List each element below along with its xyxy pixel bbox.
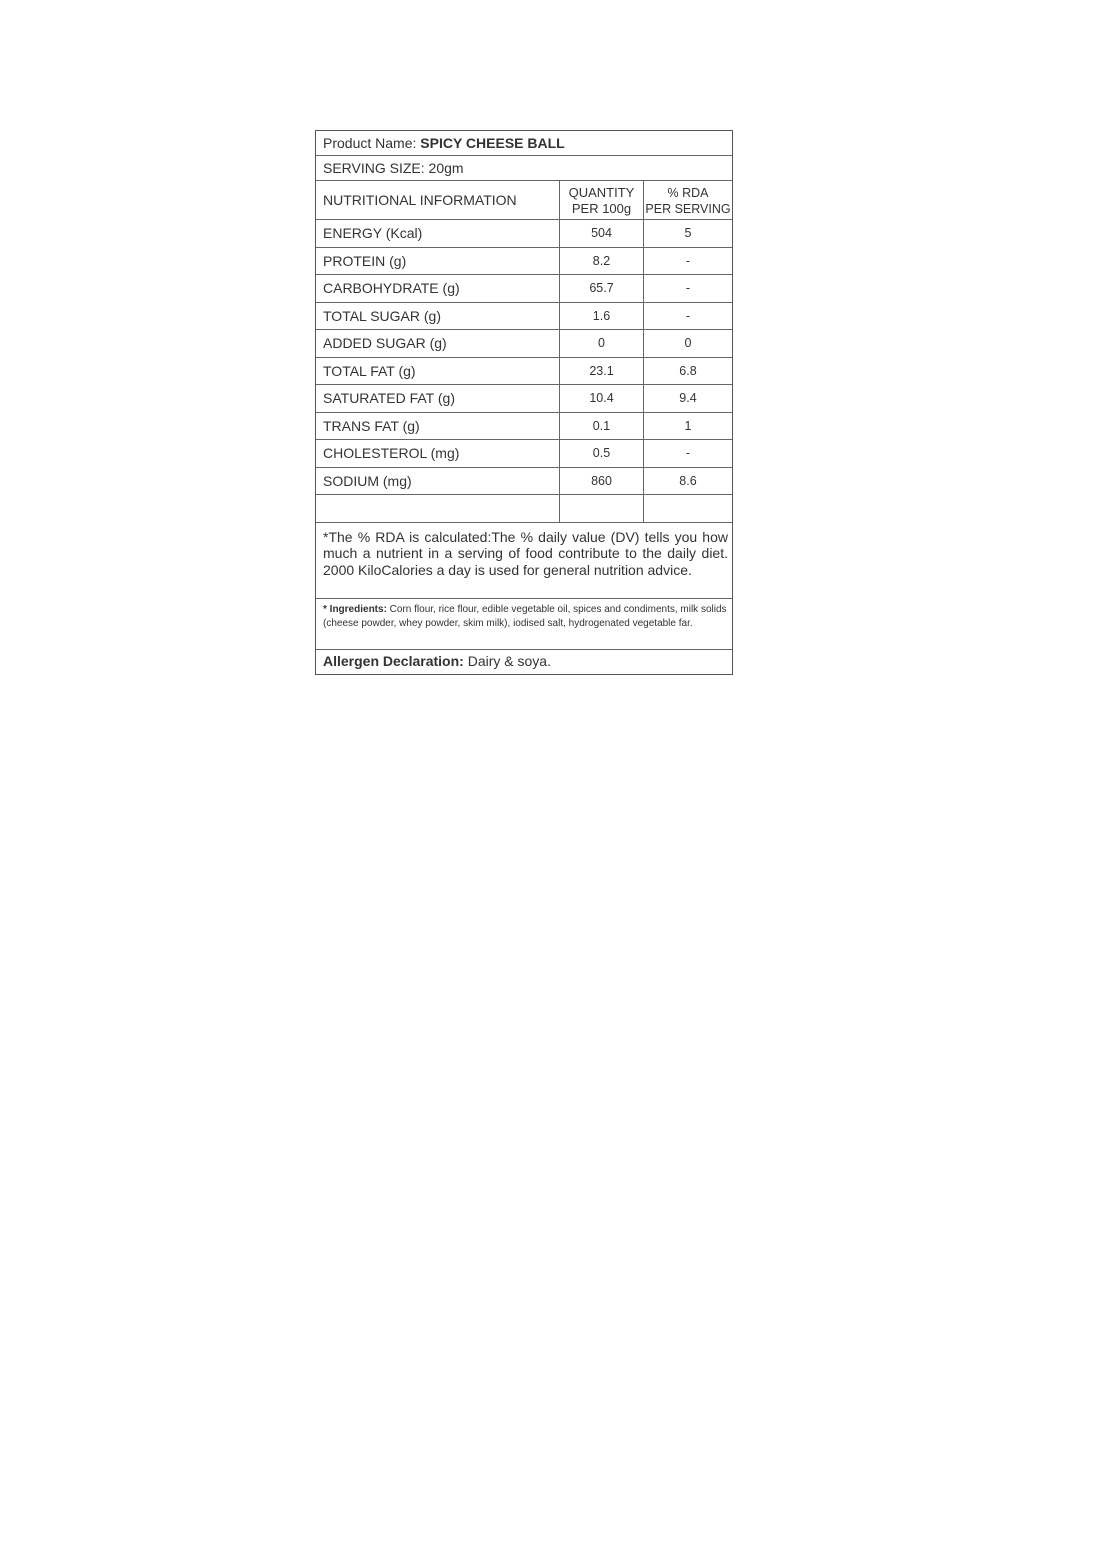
nutrient-quantity: 0.5 xyxy=(560,440,644,467)
nutrient-name: ENERGY (Kcal) xyxy=(316,220,560,247)
table-row xyxy=(316,220,732,248)
header-quantity xyxy=(560,181,644,219)
header-quantity-line2: PER 100g xyxy=(571,200,632,216)
nutrient-quantity: 65.7 xyxy=(560,275,644,302)
nutrient-rda: 5 xyxy=(684,226,692,241)
nutrient-name: CARBOHYDRATE (g) xyxy=(316,275,560,302)
allergen-text: Dairy & soya. xyxy=(463,652,551,669)
nutrient-rda: - xyxy=(685,308,691,323)
ingredients-text: Corn flour, rice flour, edible vegetable oil, spices and condiments, milk solids (cheese powder, whey powder, skim milk), iodised salt, hydrogenated vegetable far. xyxy=(323,603,727,629)
nutrient-rda: 8.6 xyxy=(679,473,697,488)
table-row xyxy=(316,248,732,276)
nutrient-rda: - xyxy=(685,253,691,268)
table-row xyxy=(316,303,732,331)
nutrient-name: ADDED SUGAR (g) xyxy=(316,330,560,357)
table-row xyxy=(316,358,732,386)
table-row xyxy=(316,275,732,303)
table-row xyxy=(316,413,732,441)
nutrient-rda: - xyxy=(685,281,691,296)
nutrient-name: TOTAL SUGAR (g) xyxy=(316,303,560,330)
ingredients-label: * Ingredients: xyxy=(323,603,387,615)
header-quantity-line1: QUANTITY xyxy=(568,184,635,200)
nutrient-quantity: 10.4 xyxy=(560,385,644,412)
table-row xyxy=(316,468,732,496)
product-name: SPICY CHEESE BALL xyxy=(420,135,565,151)
table-row xyxy=(316,385,732,413)
nutrient-quantity: 0.1 xyxy=(560,413,644,440)
product-name-label: Product Name: xyxy=(323,135,421,151)
header-nutritional-information: NUTRITIONAL INFORMATION xyxy=(316,181,560,219)
nutrient-name: TRANS FAT (g) xyxy=(316,413,560,440)
nutrient-rda: 6.8 xyxy=(679,363,697,378)
nutrient-rda: 1 xyxy=(684,418,692,433)
nutrient-quantity: 860 xyxy=(560,468,644,495)
nutrient-name: SATURATED FAT (g) xyxy=(316,385,560,412)
header-rda-line2: PER SERVING xyxy=(645,201,731,216)
nutrient-name: CHOLESTEROL (mg) xyxy=(316,440,560,467)
table-row xyxy=(316,440,732,468)
nutrient-quantity: 0 xyxy=(560,330,644,357)
nutrient-name xyxy=(316,495,560,522)
table-header xyxy=(316,181,732,220)
serving-size: SERVING SIZE: 20gm xyxy=(316,156,732,181)
allergen-label: Allergen Declaration: xyxy=(323,652,464,669)
nutrient-name: TOTAL FAT (g) xyxy=(316,358,560,385)
nutrient-quantity: 1.6 xyxy=(560,303,644,330)
rda-note: *The % RDA is calculated:The % daily value (DV) tells you how much a nutrient in a serving of food contribute to the daily diet. 2000 KiloCalories a day is used for general nutrition advice. xyxy=(316,523,732,599)
header-rda xyxy=(644,181,732,219)
nutrient-quantity xyxy=(560,495,644,522)
table-row xyxy=(316,330,732,358)
nutrient-quantity: 23.1 xyxy=(560,358,644,385)
table-row-empty xyxy=(316,495,732,523)
nutrient-rda: 0 xyxy=(684,336,692,351)
nutrient-rda: - xyxy=(685,446,691,461)
nutrient-name: PROTEIN (g) xyxy=(316,248,560,275)
nutrient-quantity: 8.2 xyxy=(560,248,644,275)
ingredients xyxy=(316,599,732,650)
allergen-declaration xyxy=(316,650,732,674)
nutrition-label xyxy=(315,130,733,675)
nutrient-rda: 9.4 xyxy=(679,391,697,406)
header-rda-line1: % RDA xyxy=(667,185,709,200)
nutrient-quantity: 504 xyxy=(560,220,644,247)
nutrient-name: SODIUM (mg) xyxy=(316,468,560,495)
product-name-row xyxy=(316,131,732,156)
nutrient-rda xyxy=(644,495,732,522)
